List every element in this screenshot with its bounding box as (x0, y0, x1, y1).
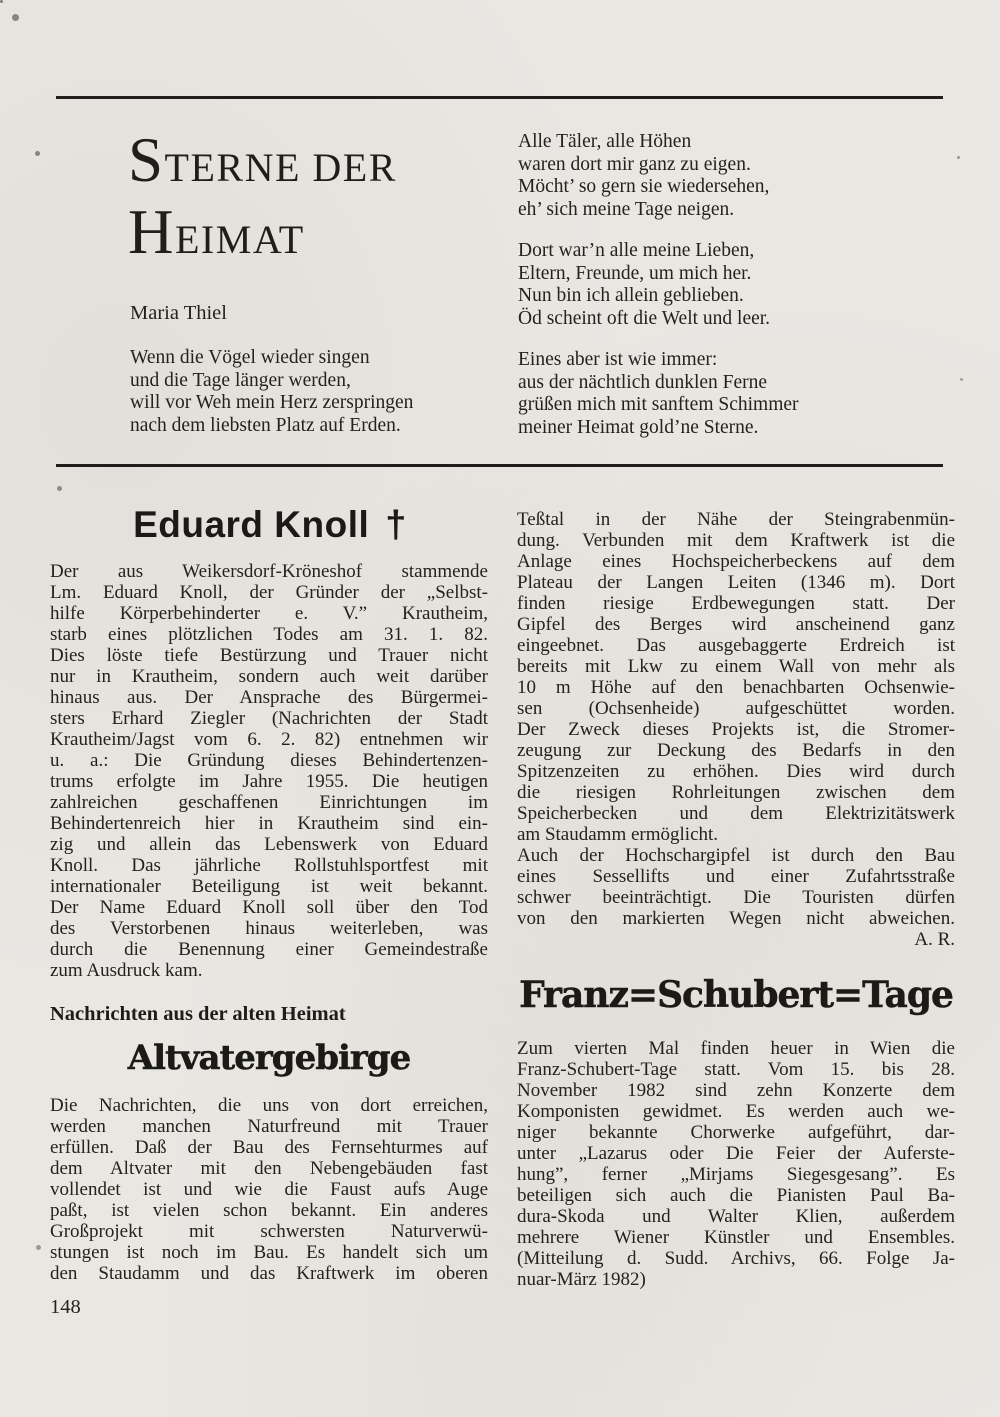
text-line: Alle Täler, alle Höhen (518, 131, 692, 152)
text-line: Lm. Eduard Knoll, der Gründer der „Selbst- (50, 582, 488, 603)
text-line: erfüllen. Daß der Bau des Fernsehturmes auf (50, 1137, 488, 1158)
text-line: Teßtal in der Nähe der Steingrabenmün- (517, 509, 955, 530)
page-number: 148 (50, 1296, 81, 1318)
text-line: (Mitteilung d. Sudd. Archivs, 66. Folge Ja- (517, 1248, 955, 1269)
text-line: will vor Weh mein Herz zerspringen (130, 392, 414, 413)
text-line: werden manchen Naturfreund mit Trauer (50, 1116, 488, 1137)
text-line: niger bekannte Chorwerke aufgeführt, dar- (517, 1122, 955, 1143)
text-line: zig und allein das Lebenswerk von Eduard (50, 834, 488, 855)
text-line: durch die Benennung einer Gemeindestraße (50, 939, 488, 960)
text-line: Auch der Hochschargipfel ist durch den Bau (517, 845, 955, 866)
text-line: Eines aber ist wie immer: (518, 349, 718, 370)
text-line: Plateau der Langen Leiten (1346 m). Dort (517, 572, 955, 593)
text-line: sen (Ochsenheide) aufgeschüttet worden. (517, 698, 955, 719)
poem-stanza (518, 349, 958, 439)
article-altvater-body (50, 1095, 488, 1284)
text-line: zum Ausdruck kam. (50, 960, 203, 981)
text-line: Dort war’n alle meine Lieben, (518, 240, 755, 261)
text-line: dem Altvater mit den Nebengebäuden fast (50, 1158, 488, 1179)
text-line: u. a.: Die Gründung dieses Behindertenzen- (50, 750, 488, 771)
poem-title-initial-h: H (128, 197, 175, 267)
text-line: hinaus aus. Der Ansprache des Bürgermei- (50, 687, 488, 708)
text-line: finden riesige Erdbewegungen statt. Der (517, 593, 955, 614)
poem-title-line2-rest: EIMAT (175, 217, 305, 262)
text-line: 10 m Höhe auf den benachbarten Ochsenwie- (517, 677, 955, 698)
text-line: Die Nachrichten, die uns von dort erreichen, (50, 1095, 488, 1116)
text-line: aus der nächtlich dunklen Ferne (518, 371, 768, 393)
text-line: schwer beeinträchtigt. Die Touristen dürfen (517, 887, 955, 908)
text-line: internationaler Beteiligung ist weit bekannt. (50, 876, 488, 897)
text-line: Krautheim/Jagst vom 6. 2. 82) entnehmen wir (50, 729, 488, 750)
poem-title-line2 (128, 197, 528, 272)
section-divider-rule (56, 464, 943, 467)
text-line: Großprojekt mit schwersten Naturverwü- (50, 1221, 488, 1242)
poem-stanza (130, 347, 500, 437)
text-line: Komponisten gewidmet. Es werden auch we- (517, 1101, 955, 1122)
text-line: meiner Heimat gold’ne Sterne. (518, 416, 759, 438)
text-line: den Staudamm und das Kraftwerk im oberen (50, 1263, 488, 1284)
text-line: starb eines plötzlichen Todes am 31. 1. 82. (50, 624, 488, 645)
text-line: beteiligen sich auch die Pianisten Paul Ba- (517, 1185, 955, 1206)
text-line: Franz-Schubert-Tage statt. Vom 15. bis 28. (517, 1059, 955, 1080)
text-line: Spitzenzeiten zu erhöhen. Dies wird durch (517, 761, 955, 782)
article-knoll-body (50, 561, 488, 981)
text-line: und die Tage länger werden, (130, 369, 351, 391)
article-knoll-heading (50, 504, 490, 546)
text-line: Knoll. Das jährliche Rollstuhlsportfest mit (50, 855, 488, 876)
poem-title (128, 125, 528, 272)
article-knoll-title: Eduard Knoll (133, 504, 370, 545)
text-line: von den markierten Wegen nicht abweichen. (517, 908, 955, 929)
text-line: Öd scheint oft die Welt und leer. (518, 307, 771, 329)
poem-stanzas-right (518, 131, 958, 439)
text-line: Der aus Weikersdorf-Kröneshof stammende (50, 561, 488, 582)
text-line: sters Erhard Ziegler (Nachrichten der Stadt (50, 708, 488, 729)
poem-author: Maria Thiel (130, 302, 227, 324)
text-line: A. R. (914, 929, 955, 950)
cross-dagger-icon: † (385, 504, 407, 546)
text-line: nuar-März 1982) (517, 1269, 646, 1290)
text-line: zeugung zur Deckung des Bedarfs in den (517, 740, 955, 761)
article-altvater-heading: Altvatergebirge (127, 1038, 411, 1078)
text-line: November 1982 sind zehn Konzerte dem (517, 1080, 955, 1101)
text-line: Gipfel des Berges wird anscheinend ganz (517, 614, 955, 635)
text-line: bereits mit Lkw zu einem Wall von mehr als (517, 656, 955, 677)
text-line: vollendet ist und wie die Faust aufs Auge (50, 1179, 488, 1200)
text-line: waren dort mir ganz zu eigen. (518, 153, 751, 175)
text-line: Der Zweck dieses Projekts ist, die Stromer- (517, 719, 955, 740)
text-line: hung”, ferner „Mirjams Siegesgesang”. Es (517, 1164, 955, 1185)
text-line: Nun bin ich allein geblieben. (518, 285, 744, 306)
article-schubert-body (517, 1038, 955, 1290)
text-line: am Staudamm ermöglicht. (517, 824, 719, 845)
text-line: eines Sessellifts und einer Zufahrtsstraße (517, 866, 955, 887)
text-line: Speicherbecken und dem Elektrizitätswerk (517, 803, 955, 824)
text-line: paßt, ist vielen schon bekannt. Ein anderes (50, 1200, 488, 1221)
text-line: mehrere Wiener Künstler und Ensembles. (517, 1227, 955, 1248)
poem-stanzas-left (130, 347, 500, 437)
top-rule (56, 96, 943, 99)
text-line: hilfe Körperbehinderter e. V.” Krautheim, (50, 603, 488, 624)
text-line: Eltern, Freunde, um mich her. (518, 262, 752, 284)
text-line: grüßen mich mit sanftem Schimmer (518, 394, 799, 415)
text-line: Dies löste tiefe Bestürzung und Trauer nicht (50, 645, 488, 666)
article-schubert-heading: Franz=Schubert=Tage (519, 974, 953, 1016)
text-line: dura-Skoda und Walter Klien, außerdem (517, 1206, 955, 1227)
poem-title-initial-s: S (128, 125, 165, 195)
text-line: Behindertenreich hier in Krautheim sind ein- (50, 813, 488, 834)
text-line: trums erfolgte im Jahre 1955. Die heutigen (50, 771, 488, 792)
text-line: zahlreichen geschaffenen Einrichtungen im (50, 792, 488, 813)
article-altvater-continuation-body (517, 509, 955, 950)
section-label: Nachrichten aus der alten Heimat (50, 1003, 346, 1025)
poem-title-line1 (128, 125, 528, 200)
text-line: Der Name Eduard Knoll soll über den Tod (50, 897, 488, 918)
text-line: Zum vierten Mal finden heuer in Wien die (517, 1038, 955, 1059)
text-line: eh’ sich meine Tage neigen. (518, 198, 735, 220)
text-line: nach dem liebsten Platz auf Erden. (130, 414, 401, 436)
text-line: des Verstorbenen hinaus weiterleben, was (50, 918, 488, 939)
text-line: eingeebnet. Das ausgebaggerte Erdreich ist (517, 635, 955, 656)
text-line: dung. Verbunden mit dem Kraftwerk ist die (517, 530, 955, 551)
text-line: stungen ist noch im Bau. Es handelt sich um (50, 1242, 488, 1263)
poem-title-line1-rest: TERNE DER (164, 145, 397, 190)
text-line: die riesigen Rohrleitungen zwischen dem (517, 782, 955, 803)
text-line: Möcht’ so gern sie wiedersehen, (518, 176, 770, 197)
text-line: Anlage eines Hochspeicherbeckens auf dem (517, 551, 955, 572)
text-line: unter „Lazarus oder Die Feier der Auferste- (517, 1143, 955, 1164)
poem-stanza (518, 240, 958, 330)
poem-stanza (518, 131, 958, 221)
text-line: Wenn die Vögel wieder singen (130, 347, 370, 368)
text-line: nur in Krautheim, sondern auch weit darüber (50, 666, 488, 687)
